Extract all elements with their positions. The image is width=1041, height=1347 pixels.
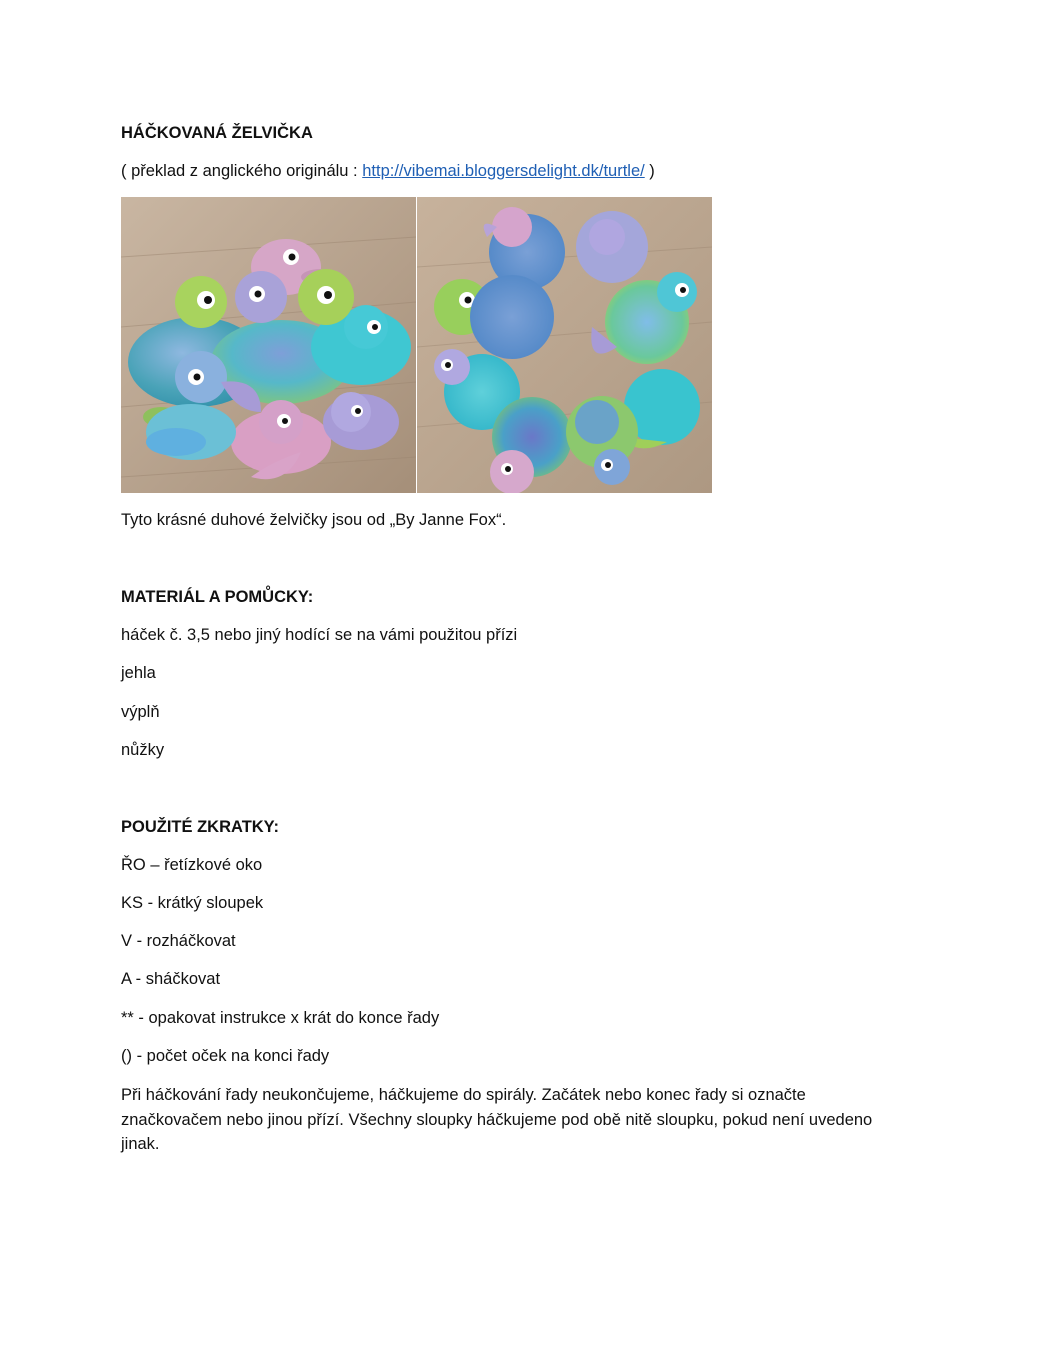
turtle-pile-photo [121, 197, 416, 493]
document-title: HÁČKOVANÁ ŽELVIČKA [121, 124, 313, 142]
materials-item: výplň [121, 703, 160, 721]
abbreviation-item: ** - opakovat instrukce x krát do konce řady [121, 1009, 440, 1027]
materials-item: háček č. 3,5 nebo jiný hodící se na vámi použitou přízi [121, 626, 518, 644]
materials-item: nůžky [121, 741, 165, 759]
abbreviations-heading: POUŽITÉ ZKRATKY: [121, 818, 279, 836]
translation-note [121, 161, 655, 181]
abbreviation-item: ŘO – řetízkové oko [121, 856, 263, 874]
translation-note-prefix: ( překlad z anglického originálu : [121, 162, 363, 180]
instructions-paragraph: Při háčkování řady neukončujeme, háčkujeme do spirály. Začátek nebo konec řady si označte značkovačem nebo jinou přízí. Všechny sloupky háčkujeme pod obě nitě sloupku, pokud není uvedeno jinak. [121, 1086, 873, 1153]
abbreviation-item: () - počet oček na konci řady [121, 1047, 330, 1065]
turtle-ring-photo [417, 197, 712, 493]
translation-note-suffix: ) [644, 162, 655, 180]
turtle-photos [121, 197, 712, 493]
source-link[interactable]: http://vibemai.bloggersdelight.dk/turtle/ [362, 162, 645, 180]
photo-caption: Tyto krásné duhové želvičky jsou od „By Janne Fox“. [121, 511, 507, 529]
abbreviation-item: KS - krátký sloupek [121, 894, 264, 912]
abbreviation-item: A - sháčkovat [121, 970, 221, 988]
materials-heading: MATERIÁL A POMŮCKY: [121, 588, 314, 606]
abbreviation-item: V - rozháčkovat [121, 932, 236, 950]
materials-item: jehla [121, 664, 156, 682]
